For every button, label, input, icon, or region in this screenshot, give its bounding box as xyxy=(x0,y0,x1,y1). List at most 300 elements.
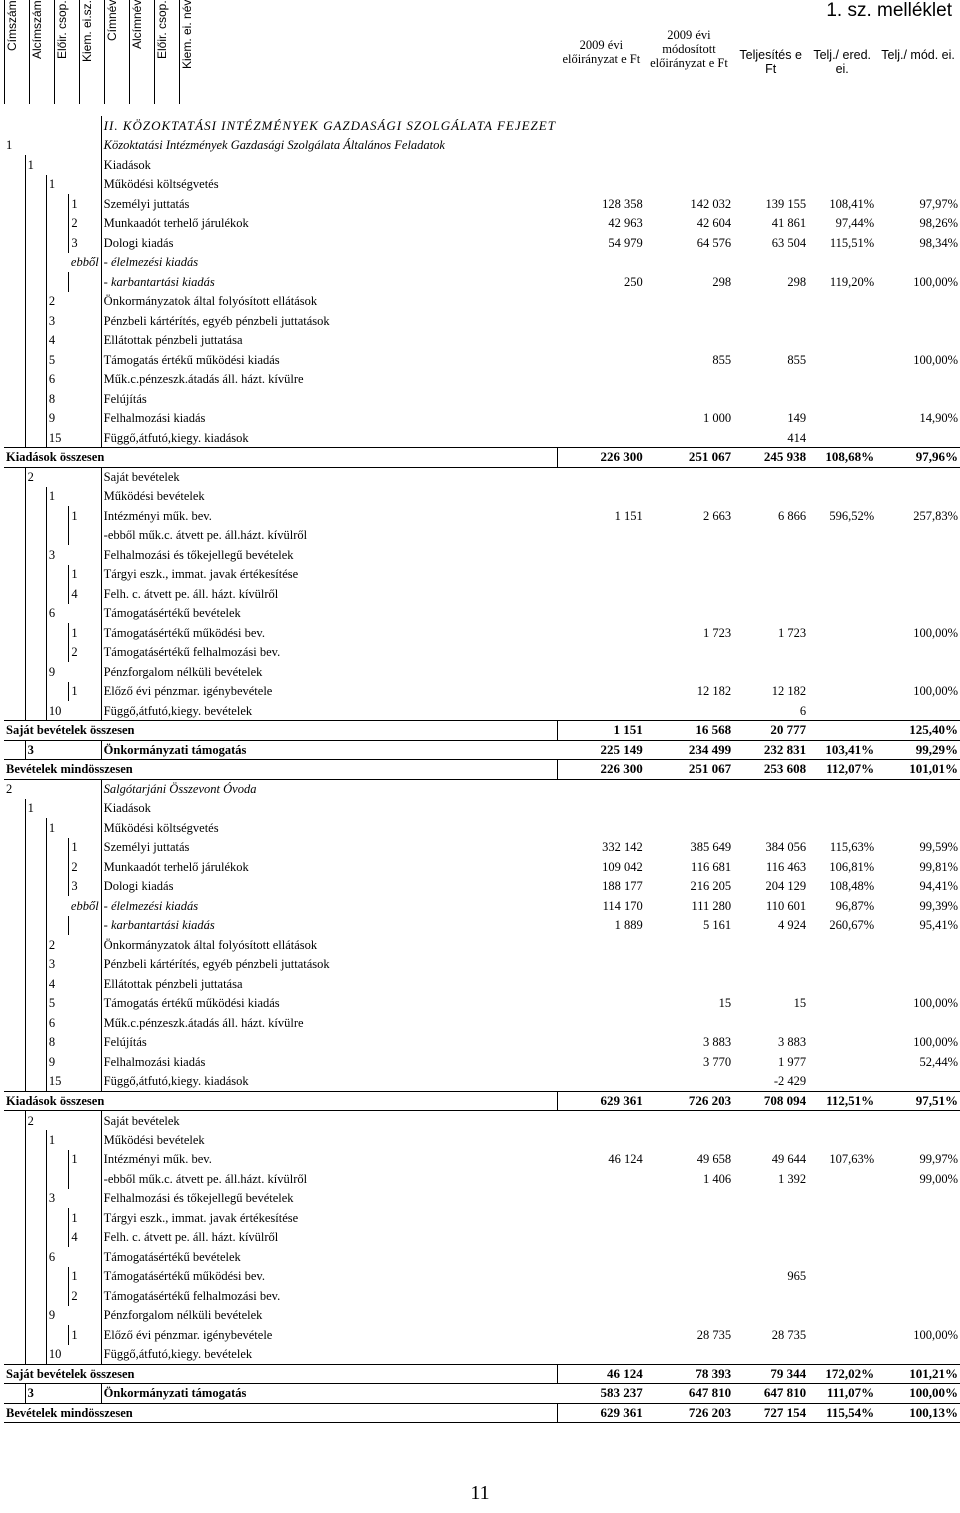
code-cell xyxy=(25,331,46,351)
code-cell xyxy=(25,682,46,702)
value-cell: 99,81% xyxy=(919,859,958,874)
row-label: Felhalmozási kiadás xyxy=(101,409,558,429)
code-cell xyxy=(25,994,46,1014)
code-cell: 3 xyxy=(25,1384,46,1404)
value-cell xyxy=(558,1111,645,1131)
value-cell xyxy=(558,779,645,799)
value-cell xyxy=(645,1228,733,1248)
value-cell: -2 429 xyxy=(773,1074,807,1088)
value-cell xyxy=(876,1247,960,1267)
value-cell xyxy=(876,1072,960,1092)
row-label: Saját bevételek xyxy=(101,467,558,487)
code-cell xyxy=(4,916,25,936)
row-label: Működési bevételek xyxy=(101,1130,558,1150)
code-cell xyxy=(4,1345,25,1365)
value-cell: 298 xyxy=(787,274,807,289)
value-cell xyxy=(645,155,733,175)
value-cell xyxy=(808,526,876,546)
table-row xyxy=(4,253,960,273)
value-cell xyxy=(808,175,876,195)
value-cell: 629 361 xyxy=(558,1403,645,1423)
row-label: Pénzbeli kártérítés, egyéb pénzbeli juttatások xyxy=(101,955,558,975)
header-telj-ered: Telj./ ered. ei. xyxy=(813,48,871,76)
code-cell: 4 xyxy=(69,1228,101,1248)
value-cell xyxy=(876,1111,960,1131)
value-cell: 260,67% xyxy=(829,918,875,933)
code-cell xyxy=(69,389,101,409)
row-label: Függő,átfutó,kiegy. bevételek xyxy=(101,701,558,721)
code-cell xyxy=(69,292,101,312)
table-row xyxy=(4,1052,960,1072)
row-label: Munkaadót terhelő járulékok xyxy=(101,214,558,234)
value-cell: 28 735 xyxy=(771,1327,807,1342)
value-cell: 629 361 xyxy=(558,1091,645,1111)
code-cell xyxy=(46,506,69,526)
code-cell xyxy=(4,1384,25,1404)
code-cell xyxy=(25,1228,46,1248)
value-cell: 1 889 xyxy=(614,918,643,933)
table-row xyxy=(4,1306,960,1326)
table-row xyxy=(4,1072,960,1092)
table-row xyxy=(4,604,960,624)
value-cell: 15 xyxy=(793,996,807,1011)
value-cell: 115,63% xyxy=(829,840,875,855)
value-cell: 3 770 xyxy=(703,1054,732,1069)
value-cell xyxy=(645,331,733,351)
code-cell xyxy=(69,1384,101,1404)
row-label: -ebből műk.c. átvett pe. áll.házt. kívülről xyxy=(101,526,558,546)
value-cell: 965 xyxy=(787,1269,807,1284)
row-label: Tárgyi eszk., immat. javak értékesítése xyxy=(101,565,558,585)
value-cell xyxy=(808,487,876,507)
code-cell xyxy=(69,487,101,507)
row-label: - karbantartási kiadás xyxy=(101,916,558,936)
total-label: Kiadások összesen xyxy=(4,1091,558,1111)
value-cell: 114 170 xyxy=(602,898,643,913)
row-label: Intézményi műk. bev. xyxy=(101,506,558,526)
code-cell xyxy=(25,389,46,409)
table-row xyxy=(4,1150,960,1170)
value-cell xyxy=(808,1208,876,1228)
value-cell xyxy=(808,1052,876,1072)
row-label: Műk.c.pénzeszk.átadás áll. házt. kívülre xyxy=(101,370,558,390)
header-telj-mod: Telj./ mód. ei. xyxy=(881,48,955,62)
value-cell: 100,00% xyxy=(913,1327,958,1342)
value-cell xyxy=(876,155,960,175)
code-cell xyxy=(46,877,69,897)
value-cell xyxy=(558,662,645,682)
code-cell xyxy=(25,838,46,858)
value-cell: 5 161 xyxy=(703,918,732,933)
code-cell xyxy=(25,857,46,877)
row-label: Saját bevételek xyxy=(101,1111,558,1131)
value-cell: 384 056 xyxy=(765,840,807,855)
code-cell xyxy=(4,604,25,624)
value-cell: 109 042 xyxy=(602,859,643,874)
code-cell xyxy=(25,1247,46,1267)
value-cell xyxy=(733,584,808,604)
table-row xyxy=(4,116,960,136)
code-cell xyxy=(4,1267,25,1287)
value-cell xyxy=(876,1208,960,1228)
value-cell xyxy=(808,799,876,819)
value-cell: 111 280 xyxy=(691,898,732,913)
table-row xyxy=(4,1364,960,1384)
value-cell xyxy=(876,1345,960,1365)
budget-table xyxy=(4,0,960,1423)
code-cell: 4 xyxy=(69,584,101,604)
code-cell xyxy=(25,350,46,370)
table-row xyxy=(4,389,960,409)
value-cell xyxy=(808,292,876,312)
value-cell xyxy=(808,1072,876,1092)
code-cell xyxy=(4,838,25,858)
code-cell xyxy=(46,1228,69,1248)
row-label: Intézményi műk. bev. xyxy=(101,1150,558,1170)
code-cell xyxy=(4,682,25,702)
value-cell xyxy=(876,428,960,448)
value-cell xyxy=(876,1189,960,1209)
code-cell xyxy=(4,350,25,370)
row-label: Működési bevételek xyxy=(101,487,558,507)
code-cell: 2 xyxy=(6,782,13,796)
value-cell xyxy=(558,116,645,136)
code-cell: 1 xyxy=(46,818,69,838)
row-label: Felh. c. átvett pe. áll. házt. kívülről xyxy=(101,1228,558,1248)
code-cell xyxy=(69,1033,101,1053)
code-cell xyxy=(4,565,25,585)
table-row xyxy=(4,994,960,1014)
code-cell xyxy=(69,467,101,487)
code-cell xyxy=(69,331,101,351)
code-cell xyxy=(4,1072,25,1092)
row-label: Pénzforgalom nélküli bevételek xyxy=(101,1306,558,1326)
value-cell xyxy=(558,799,645,819)
code-cell xyxy=(46,1325,69,1345)
code-cell xyxy=(25,818,46,838)
value-cell xyxy=(558,331,645,351)
value-cell xyxy=(808,604,876,624)
code-cell xyxy=(46,526,69,546)
value-cell xyxy=(808,1345,876,1365)
value-cell xyxy=(808,1325,876,1345)
code-cell: 1 xyxy=(69,1325,101,1345)
code-cell: 1 xyxy=(6,138,13,153)
code-cell xyxy=(69,916,101,936)
value-cell xyxy=(876,370,960,390)
value-cell xyxy=(645,428,733,448)
value-cell xyxy=(645,584,733,604)
table-row xyxy=(4,1013,960,1033)
value-cell xyxy=(733,311,808,331)
row-label: Felh. c. átvett pe. áll. házt. kívülről xyxy=(101,584,558,604)
row-label: Előző évi pénzmar. igénybevétele xyxy=(101,682,558,702)
value-cell: 2 663 xyxy=(703,508,732,523)
value-cell xyxy=(808,1130,876,1150)
value-cell: 253 608 xyxy=(733,760,808,780)
value-cell xyxy=(558,1247,645,1267)
code-cell xyxy=(4,409,25,429)
value-cell xyxy=(876,935,960,955)
value-cell xyxy=(808,1267,876,1287)
total-label: Kiadások összesen xyxy=(4,448,558,468)
table-row xyxy=(4,409,960,429)
code-cell xyxy=(25,253,46,273)
code-cell xyxy=(46,253,69,273)
value-cell: 6 xyxy=(799,703,807,718)
code-cell xyxy=(46,155,69,175)
value-cell: 188 177 xyxy=(602,879,643,894)
value-cell: 78 393 xyxy=(645,1364,733,1384)
row-label: II. KÖZOKTATÁSI INTÉZMÉNYEK GAZDASÁGI SZOLGÁLATA FEJEZET xyxy=(101,116,558,136)
code-cell xyxy=(4,428,25,448)
value-cell: 6 866 xyxy=(778,508,807,523)
table-row xyxy=(4,272,960,292)
value-cell: 414 xyxy=(787,430,807,445)
table-row xyxy=(4,136,960,156)
code-cell xyxy=(25,1150,46,1170)
value-cell: 115,51% xyxy=(829,235,875,250)
value-cell xyxy=(645,1306,733,1326)
code-cell xyxy=(4,116,25,136)
code-cell xyxy=(25,545,46,565)
value-cell: 100,00% xyxy=(913,684,958,699)
code-cell: 5 xyxy=(46,994,69,1014)
code-cell xyxy=(25,370,46,390)
value-cell xyxy=(808,721,876,741)
value-cell xyxy=(558,389,645,409)
value-cell xyxy=(808,1033,876,1053)
value-cell xyxy=(645,1208,733,1228)
value-cell xyxy=(733,155,808,175)
code-cell xyxy=(4,1189,25,1209)
code-cell: 2 xyxy=(25,467,46,487)
code-cell: 15 xyxy=(46,428,69,448)
value-cell: 42 963 xyxy=(608,216,643,231)
total-label: Saját bevételek összesen xyxy=(4,1364,558,1384)
table-row xyxy=(4,350,960,370)
code-cell xyxy=(69,155,101,175)
code-cell xyxy=(25,1013,46,1033)
code-cell xyxy=(4,1150,25,1170)
code-cell xyxy=(4,1111,25,1131)
value-cell xyxy=(876,565,960,585)
code-cell xyxy=(25,623,46,643)
value-cell: 1 000 xyxy=(703,411,732,426)
code-cell xyxy=(4,292,25,312)
value-cell xyxy=(558,1033,645,1053)
value-cell: 110 601 xyxy=(766,898,807,913)
table-row xyxy=(4,1403,960,1423)
value-cell: 101,01% xyxy=(876,760,960,780)
code-cell xyxy=(25,1267,46,1287)
value-cell: 1 406 xyxy=(703,1171,732,1186)
value-cell: 98,34% xyxy=(919,235,958,250)
value-cell: 46 124 xyxy=(608,1152,643,1167)
code-cell xyxy=(69,604,101,624)
code-cell xyxy=(46,467,69,487)
code-cell xyxy=(4,233,25,253)
row-label: Önkormányzati támogatás xyxy=(101,1384,558,1404)
code-cell xyxy=(46,779,69,799)
header-kiem-ei-sz: Kiem. ei.sz. xyxy=(79,0,104,104)
header-alcimszam: Alcímszám xyxy=(29,0,54,104)
table-row xyxy=(4,1247,960,1267)
value-cell: 149 xyxy=(787,411,807,426)
value-cell xyxy=(558,175,645,195)
value-cell: 583 237 xyxy=(558,1384,645,1404)
value-cell xyxy=(645,1345,733,1365)
code-cell xyxy=(4,896,25,916)
code-cell: 3 xyxy=(25,740,46,760)
code-cell xyxy=(25,292,46,312)
value-cell xyxy=(558,253,645,273)
total-label: Saját bevételek összesen xyxy=(4,721,558,741)
value-cell: 1 977 xyxy=(778,1054,807,1069)
table-row xyxy=(4,1384,960,1404)
row-label: Tárgyi eszk., immat. javak értékesítése xyxy=(101,1208,558,1228)
row-label: Támogatásértékű bevételek xyxy=(101,1247,558,1267)
value-cell: 28 735 xyxy=(696,1327,732,1342)
code-cell xyxy=(25,1306,46,1326)
value-cell xyxy=(876,1306,960,1326)
value-cell xyxy=(876,604,960,624)
table-row xyxy=(4,1189,960,1209)
code-cell: 2 xyxy=(25,1111,46,1131)
value-cell xyxy=(808,311,876,331)
value-cell xyxy=(558,1267,645,1287)
code-cell xyxy=(69,818,101,838)
value-cell xyxy=(645,604,733,624)
value-cell: 234 499 xyxy=(645,740,733,760)
value-cell xyxy=(808,1169,876,1189)
row-label: Műk.c.pénzeszk.átadás áll. házt. kívülre xyxy=(101,1013,558,1033)
code-cell xyxy=(69,701,101,721)
row-label: Támogatásértékű működési bev. xyxy=(101,1267,558,1287)
value-cell: 4 924 xyxy=(778,918,807,933)
value-cell xyxy=(733,1306,808,1326)
header-eloir-csop: Előir. csop. xyxy=(54,0,79,104)
code-cell xyxy=(25,1072,46,1092)
value-cell xyxy=(876,526,960,546)
row-label: Felújítás xyxy=(101,389,558,409)
code-cell xyxy=(25,877,46,897)
value-cell: 100,00% xyxy=(913,996,958,1011)
value-cell: 97,97% xyxy=(919,196,958,211)
code-cell xyxy=(69,175,101,195)
code-cell xyxy=(4,701,25,721)
value-cell xyxy=(808,545,876,565)
value-cell xyxy=(808,389,876,409)
value-cell xyxy=(733,467,808,487)
code-cell xyxy=(25,974,46,994)
code-cell xyxy=(46,1267,69,1287)
table-row xyxy=(4,838,960,858)
value-cell xyxy=(645,175,733,195)
code-cell xyxy=(69,409,101,429)
code-cell xyxy=(25,136,46,156)
value-cell: 116 681 xyxy=(690,859,732,874)
table-row xyxy=(4,1111,960,1131)
value-cell xyxy=(808,428,876,448)
code-cell: 9 xyxy=(46,1052,69,1072)
header-row xyxy=(4,0,960,116)
table-row xyxy=(4,233,960,253)
value-cell: 596,52% xyxy=(829,508,875,523)
value-cell xyxy=(558,604,645,624)
code-cell xyxy=(4,155,25,175)
value-cell xyxy=(645,1072,733,1092)
value-cell xyxy=(645,389,733,409)
total-label: Bevételek mindösszesen xyxy=(4,760,558,780)
value-cell: 257,83% xyxy=(913,508,958,523)
value-cell: 225 149 xyxy=(558,740,645,760)
value-cell: 1 723 xyxy=(703,625,732,640)
value-cell xyxy=(733,1013,808,1033)
header-alcimnev: Alcímnév xyxy=(129,0,154,104)
row-label: Felhalmozási és tőkejellegű bevételek xyxy=(101,545,558,565)
value-cell xyxy=(733,389,808,409)
row-label: Önkormányzatok által folyósított ellátások xyxy=(101,292,558,312)
row-label: Személyi juttatás xyxy=(101,838,558,858)
value-cell xyxy=(558,623,645,643)
value-cell: 139 155 xyxy=(765,196,807,211)
code-cell xyxy=(4,389,25,409)
code-cell xyxy=(25,1208,46,1228)
table-row xyxy=(4,916,960,936)
code-cell xyxy=(25,1169,46,1189)
value-cell xyxy=(645,1189,733,1209)
value-cell xyxy=(558,1169,645,1189)
code-cell: 3 xyxy=(69,877,101,897)
row-label: Függő,átfutó,kiegy. bevételek xyxy=(101,1345,558,1365)
value-cell xyxy=(558,565,645,585)
total-label: Bevételek mindösszesen xyxy=(4,1403,558,1423)
value-cell xyxy=(808,584,876,604)
value-cell xyxy=(876,955,960,975)
value-cell xyxy=(733,253,808,273)
code-cell xyxy=(25,643,46,663)
code-cell xyxy=(4,370,25,390)
value-cell xyxy=(558,1189,645,1209)
code-cell xyxy=(25,1130,46,1150)
table-row xyxy=(4,1091,960,1111)
table-row xyxy=(4,448,960,468)
value-cell: 855 xyxy=(787,352,807,367)
table-row xyxy=(4,155,960,175)
value-cell xyxy=(876,292,960,312)
value-cell: 108,48% xyxy=(829,879,875,894)
code-cell xyxy=(25,1286,46,1306)
code-cell xyxy=(25,955,46,975)
value-cell: 251 067 xyxy=(645,760,733,780)
value-cell: 96,87% xyxy=(835,898,875,913)
code-cell xyxy=(46,214,69,234)
header-cimszam: Címszám xyxy=(4,0,29,104)
value-cell xyxy=(808,136,876,156)
table-row xyxy=(4,760,960,780)
row-label: - karbantartási kiadás xyxy=(101,272,558,292)
value-cell xyxy=(558,1325,645,1345)
value-cell: 251 067 xyxy=(645,448,733,468)
value-cell xyxy=(645,545,733,565)
code-cell xyxy=(4,935,25,955)
value-cell: 42 604 xyxy=(696,216,732,231)
value-cell: 1 151 xyxy=(558,721,645,741)
code-cell xyxy=(46,643,69,663)
value-cell: 99,29% xyxy=(876,740,960,760)
value-cell: 232 831 xyxy=(733,740,808,760)
